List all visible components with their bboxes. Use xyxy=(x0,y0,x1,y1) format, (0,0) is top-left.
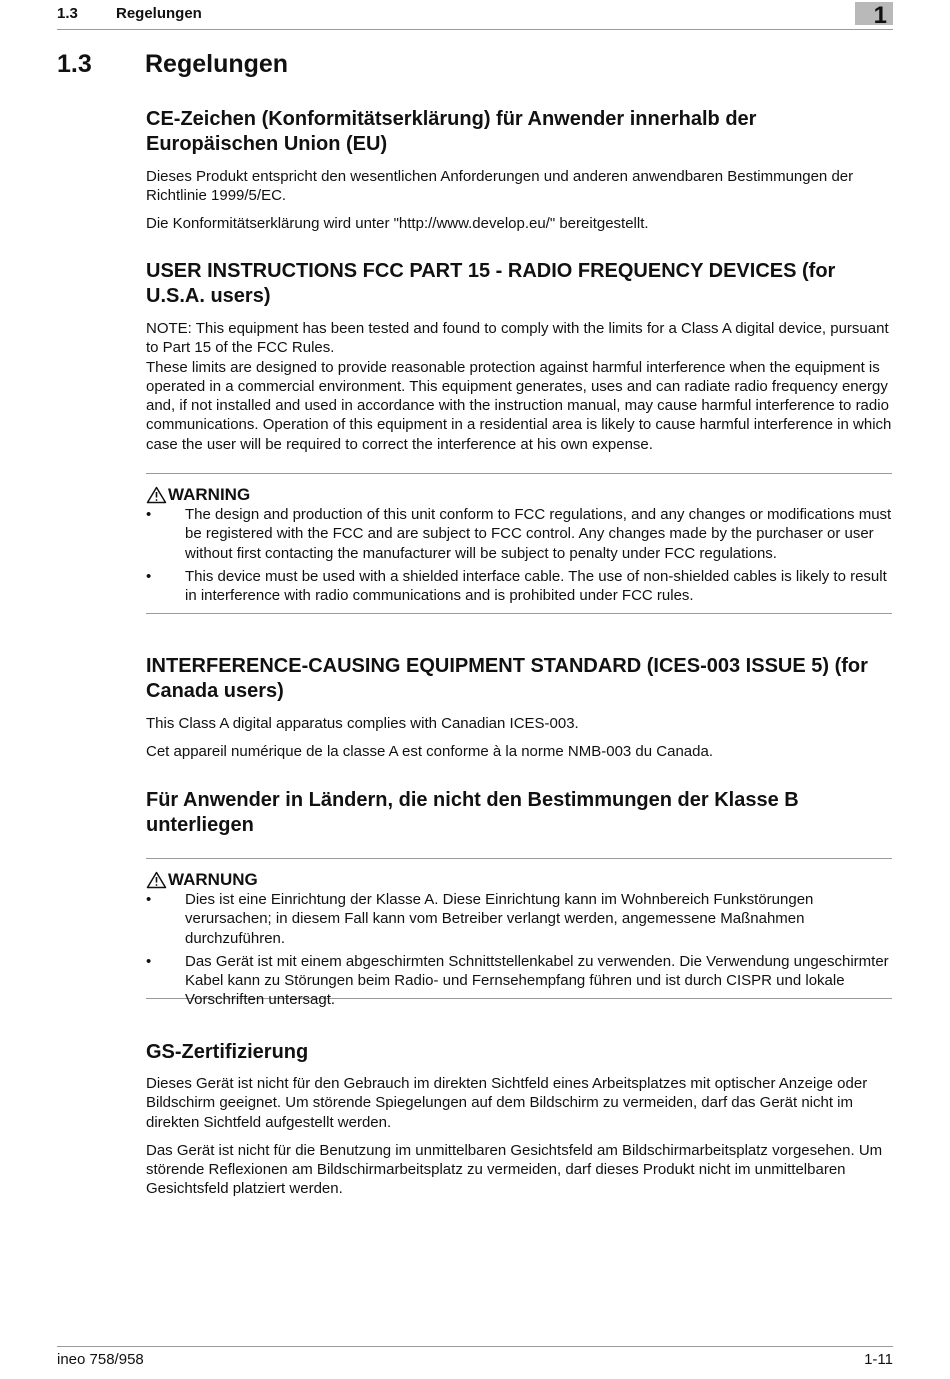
gs-heading: GS-Zertifizierung xyxy=(146,1041,309,1063)
warning-item xyxy=(146,567,892,606)
warning-triangle-icon xyxy=(146,486,167,504)
fcc-paragraph-2: These limits are designed to provide reasonable protection against harmful interference when the equipment is operated in a commercial environment. This equipment generates, uses and can radiate radio frequency energy and, if not installed and used in accordance with the instruction manual, may cause harmful interference to radio communications. Operation of this equipment in a residential area is likely to cause harmful interference in which case the user will be required to correct the interference at his own expense. xyxy=(146,358,892,453)
header-section-title: Regelungen xyxy=(116,5,202,22)
fcc-heading: USER INSTRUCTIONS FCC PART 15 - RADIO FREQUENCY DEVICES (for U.S.A. users) xyxy=(146,260,836,307)
ce-section xyxy=(146,107,892,233)
gs-paragraph-2: Das Gerät ist nicht für die Benutzung im unmittelbaren Gesichtsfeld am Bildschirmarbeitsplatz vorgesehen. Um störende Reflexionen am Bildschirmarbeitsplatz zu vermeiden, darf dieses Produkt nicht im unmittelbaren Gesichtsfeld platziert werden. xyxy=(146,1141,883,1198)
footer-page-number: 1-11 xyxy=(864,1351,893,1368)
section-title: Regelungen xyxy=(145,50,289,78)
header-section-number: 1.3 xyxy=(57,5,78,22)
ce-heading: CE-Zeichen (Konformitätserklärung) für Anwender innerhalb der Europäischen Union (EU) xyxy=(146,108,757,155)
warning-item xyxy=(146,890,892,948)
warning-box-klasse-a xyxy=(146,858,892,1009)
ce-paragraph-1: Dieses Produkt entspricht den wesentlichen Anforderungen und anderen anwendbaren Bestimmungen der Richtlinie 1999/5/EC. xyxy=(146,168,854,205)
fcc-paragraph-1: NOTE: This equipment has been tested and found to comply with the limits for a Class A digital device, pursuant to Part 15 of the FCC Rules. xyxy=(146,320,889,357)
warning-title xyxy=(146,870,892,890)
bullet: • xyxy=(146,506,152,523)
section-number: 1.3 xyxy=(57,50,92,78)
gs-paragraph-1: Dieses Gerät ist nicht für den Gebrauch im direkten Sichtfeld eines Arbeitsplatzes mit optischer Anzeige oder Bildschirm geeignet. Um störende Spiegelungen auf dem Bildschirm zu vermeiden, darf das Gerät nicht im direkten Sichtfeld aufgestellt werden. xyxy=(146,1075,868,1131)
page-title xyxy=(57,50,288,79)
ce-paragraph-2: Die Konformitätserklärung wird unter "http://www.develop.eu/" bereitgestellt. xyxy=(146,214,649,232)
bullet: • xyxy=(146,891,152,908)
warning-item-text: The design and production of this unit conform to FCC regulations, and any changes or modifications must be registered with the FCC and are subject to FCC control. Any changes made by the purchaser or user without first contacting the manufacturer will be subject to penalty under FCC regulations. xyxy=(185,506,892,562)
gs-section xyxy=(146,1040,892,1199)
warning-title-text: WARNUNG xyxy=(168,870,258,889)
klasse-b-heading: Für Anwender in Ländern, die nicht den Bestimmungen der Klasse B unterliegen xyxy=(146,789,799,836)
chapter-number: 1 xyxy=(873,2,887,29)
ices-heading: INTERFERENCE-CAUSING EQUIPMENT STANDARD (ICES-003 ISSUE 5) (for Canada users) xyxy=(146,655,868,702)
warning-box-fcc xyxy=(146,473,892,614)
klasse-b-section xyxy=(146,788,892,838)
bullet: • xyxy=(146,952,152,970)
ices-paragraph-2: Cet appareil numérique de la classe A est conforme à la norme NMB-003 du Canada. xyxy=(146,743,713,761)
warning-item-text: Das Gerät ist mit einem abgeschirmten Schnittstellenkabel zu verwenden. Die Verwendung ungeschirmter Kabel kann zu Störungen beim Radio- und Fernsehempfang führen und ist durch CISPR und lokale Vorschriften untersagt. xyxy=(185,952,889,1009)
warning-item xyxy=(146,505,892,563)
warning-triangle-icon xyxy=(146,871,167,889)
ices-section xyxy=(146,654,892,762)
warning-item-text: Dies ist eine Einrichtung der Klasse A. Diese Einrichtung kann im Wohnbereich Funkstörungen verursachen; in diesem Fall kann vom Betreiber verlangt werden, angemessene Maßnahmen durchzuführen. xyxy=(185,891,814,947)
warning-item-text: This device must be used with a shielded interface cable. The use of non-shielded cables is likely to result in interference with radio communications and is prohibited under FCC rules. xyxy=(185,567,887,605)
footer-model: ineo 758/958 xyxy=(57,1351,144,1368)
warning-title xyxy=(146,485,892,505)
fcc-section xyxy=(146,259,892,454)
bullet: • xyxy=(146,567,152,585)
chapter-tab xyxy=(855,2,893,29)
ices-paragraph-1: This Class A digital apparatus complies with Canadian ICES-003. xyxy=(146,715,579,732)
warning-item xyxy=(146,952,892,1010)
page-footer xyxy=(57,1346,893,1369)
warning-title-text: WARNING xyxy=(168,485,251,504)
running-header xyxy=(57,2,893,30)
